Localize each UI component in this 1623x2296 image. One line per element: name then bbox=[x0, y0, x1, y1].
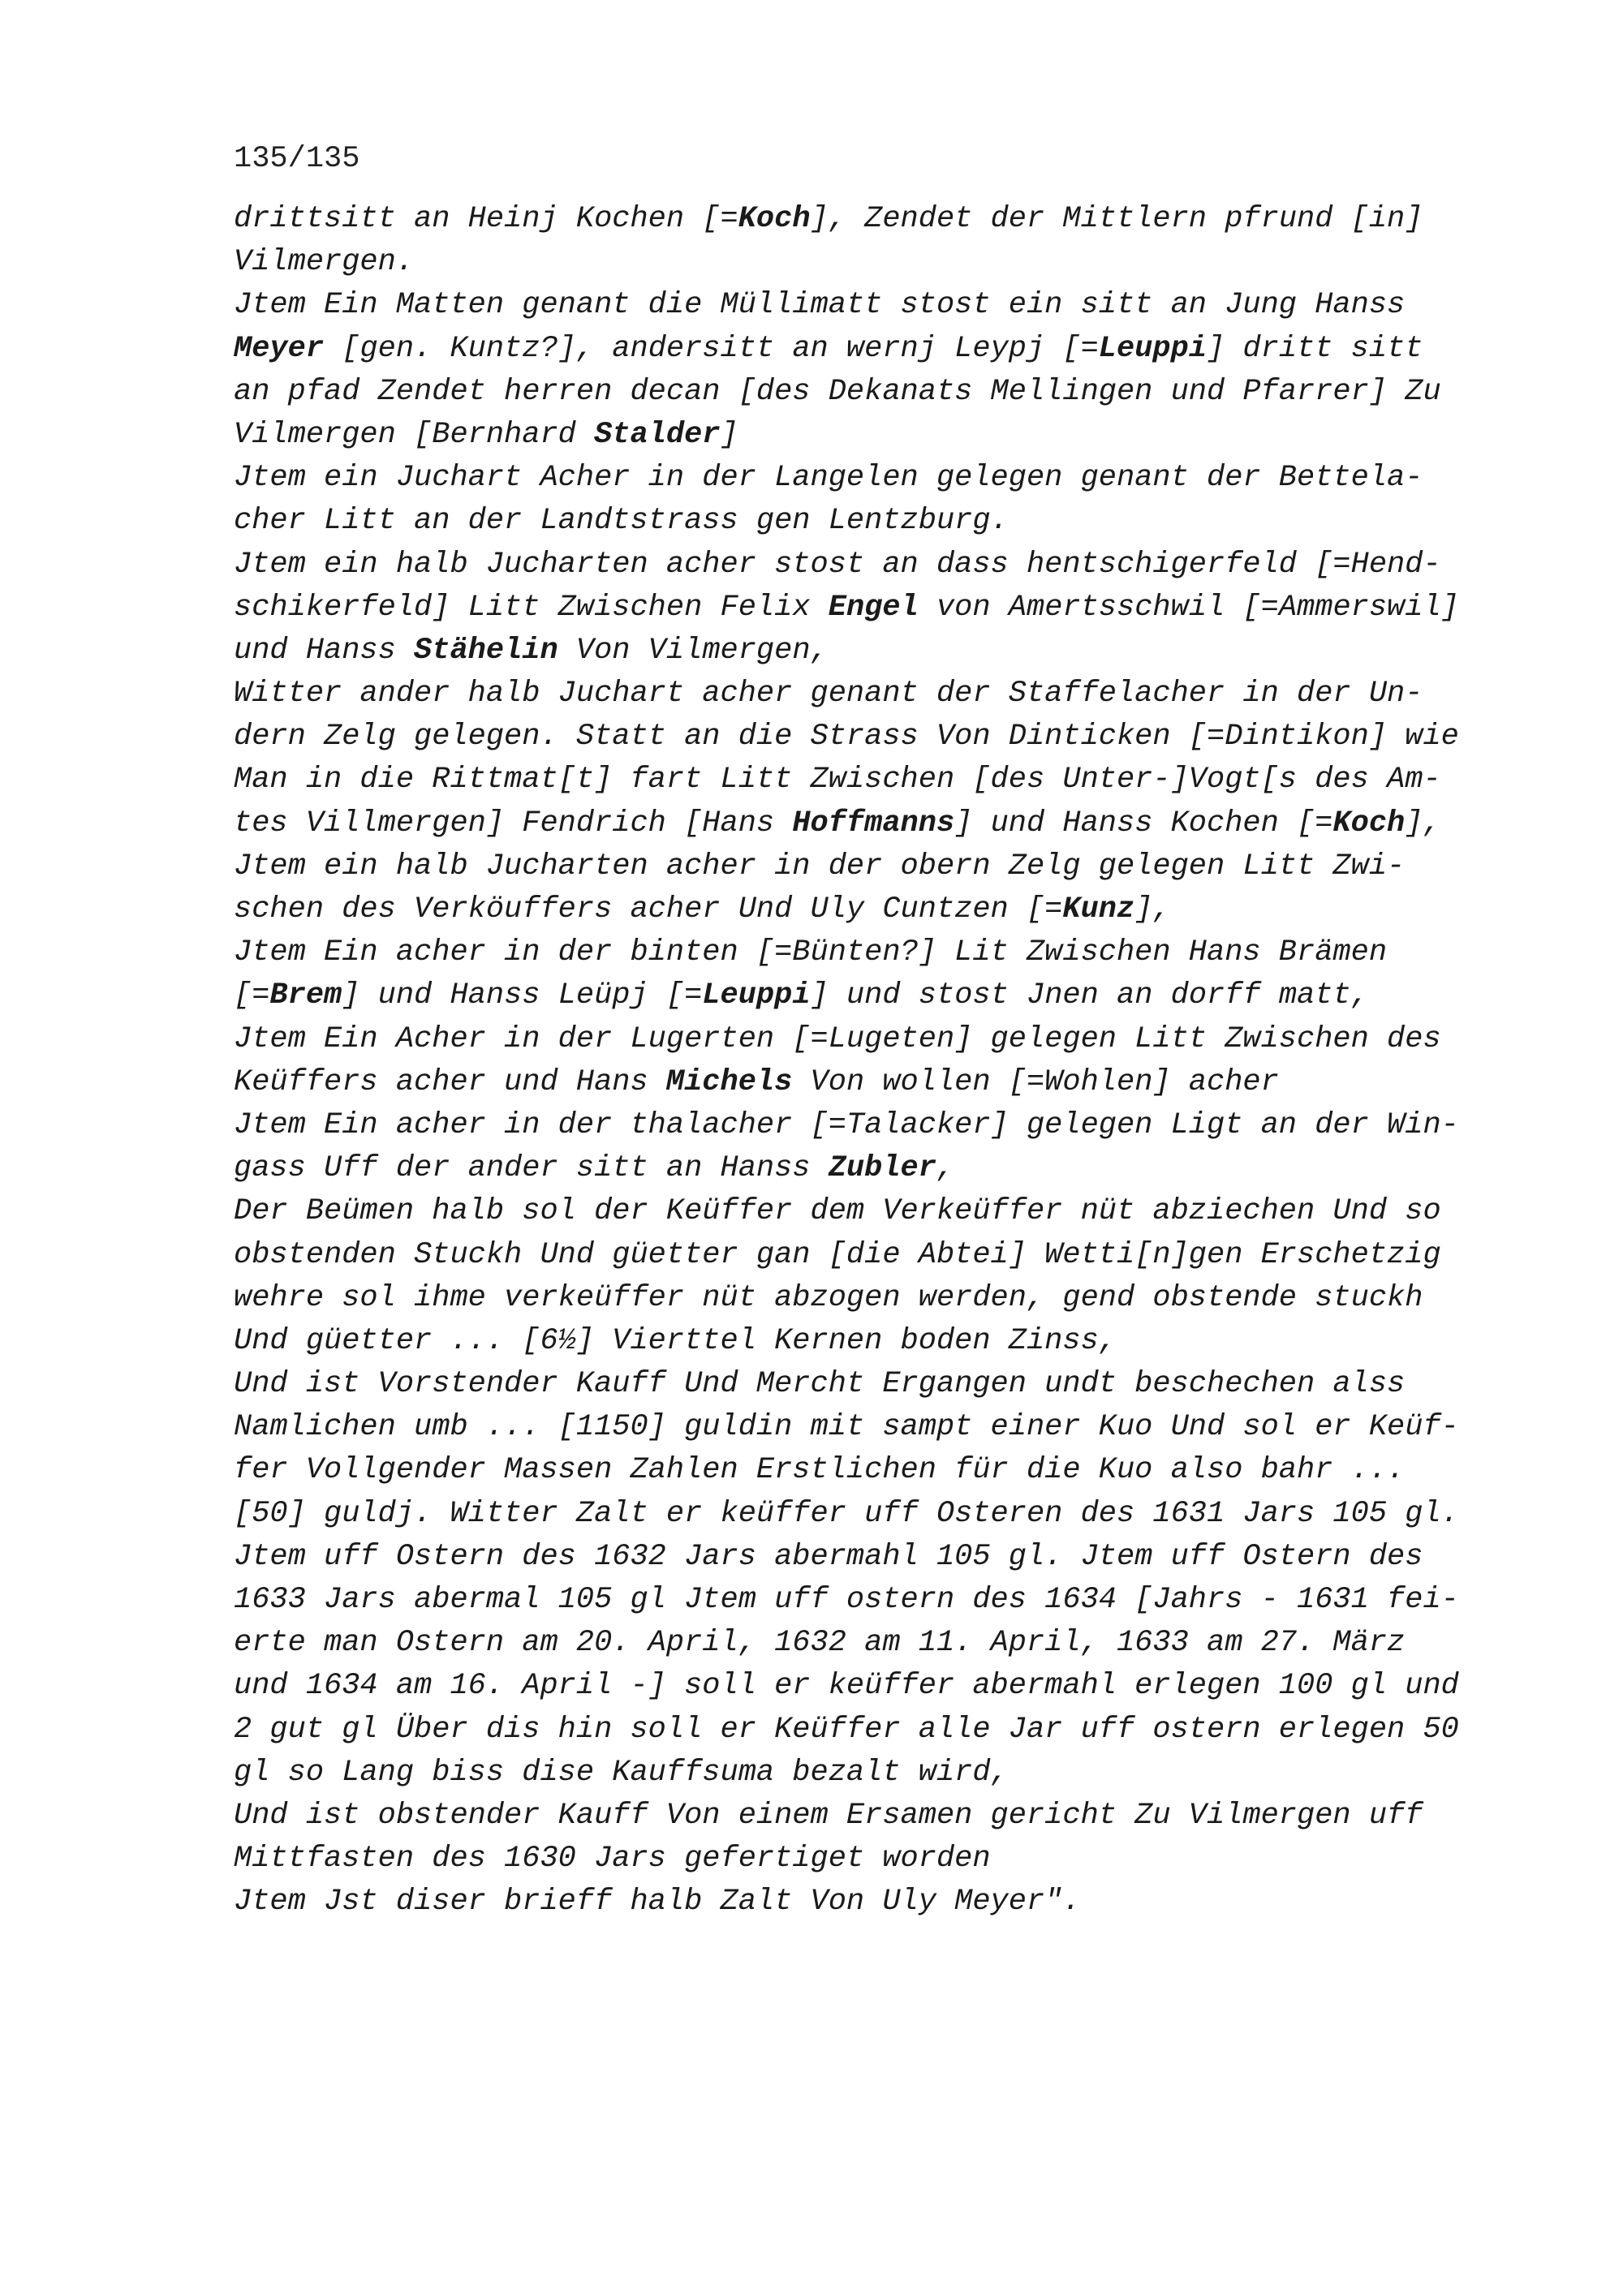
text-segment: dern Zelg gelegen. Statt an die Strass Von Dinticken [=Dintikon] wie bbox=[234, 720, 1459, 755]
text-line bbox=[234, 888, 1500, 931]
text-segment: erte man Ostern am 20. April, 1632 am 11. April, 1633 am 27. März bbox=[234, 1626, 1406, 1661]
text-segment: Und ist Vorstender Kauff Und Mercht Ergangen undt beschechen alss bbox=[234, 1367, 1406, 1402]
text-segment: an pfad Zendet herren decan [des Dekanats Mellingen und Pfarrer] Zu bbox=[234, 374, 1441, 409]
text-segment: Jtem Ein Acher in der Lugerten [=Lugeten] gelegen Litt Zwischen des bbox=[234, 1021, 1441, 1056]
text-line bbox=[234, 673, 1500, 716]
text-line bbox=[234, 500, 1500, 543]
text-segment: ] dritt sitt bbox=[1207, 331, 1423, 366]
text-segment: gl so Lang biss dise Kauffsuma bezalt wird, bbox=[234, 1755, 1009, 1790]
bold-name: Hoffmanns bbox=[792, 806, 955, 841]
text-line bbox=[234, 1881, 1500, 1924]
bold-name: Meyer bbox=[234, 331, 325, 366]
text-segment: cher Litt an der Landtstrass gen Lentzburg. bbox=[234, 504, 1009, 539]
bold-name: Leuppi bbox=[1098, 331, 1208, 366]
text-line bbox=[234, 974, 1500, 1017]
text-segment: Der Beümen halb sol der Keüffer dem Verkeüffer nüt abziechen Und so bbox=[234, 1194, 1441, 1229]
bold-name: Koch bbox=[738, 202, 811, 236]
text-line bbox=[234, 802, 1500, 845]
text-segment: ], Zendet der Mittlern pfrund [in] bbox=[810, 202, 1423, 236]
text-line bbox=[234, 1190, 1500, 1233]
text-line bbox=[234, 544, 1500, 587]
text-line bbox=[234, 1104, 1500, 1147]
text-segment: Von wollen [=Wohlen] acher bbox=[792, 1064, 1279, 1099]
bold-name: Koch bbox=[1332, 806, 1406, 841]
bold-name: Brem bbox=[269, 978, 342, 1013]
bold-name: Michels bbox=[665, 1064, 793, 1099]
text-segment: ], bbox=[1134, 892, 1171, 927]
text-line bbox=[234, 845, 1500, 888]
text-segment: [= bbox=[234, 978, 270, 1013]
text-segment: [50] guldj. Witter Zalt er keüffer uff Osteren des 1631 Jars 105 gl. bbox=[234, 1496, 1459, 1531]
text-segment: fer Vollgender Massen Zahlen Erstlichen für die Kuo also bahr ... bbox=[234, 1453, 1406, 1488]
bold-name: Stähelin bbox=[414, 633, 558, 668]
text-segment: Jtem ein Juchart Acher in der Langelen gelegen genant der Bettela- bbox=[234, 461, 1423, 496]
text-segment: drittsitt an Heinj Kochen [= bbox=[234, 202, 738, 236]
text-line bbox=[234, 1709, 1500, 1752]
bold-name: Leuppi bbox=[702, 978, 811, 1013]
text-segment: gass Uff der ander sitt an Hanss bbox=[234, 1151, 829, 1186]
text-line bbox=[234, 630, 1500, 673]
text-line bbox=[234, 1363, 1500, 1406]
text-line bbox=[234, 1234, 1500, 1277]
text-segment: Jtem Ein Matten genant die Müllimatt stost ein sitt an Jung Hanss bbox=[234, 288, 1406, 323]
text-line bbox=[234, 1536, 1500, 1579]
text-segment: tes Villmergen] Fendrich [Hans bbox=[234, 806, 793, 841]
text-line bbox=[234, 1018, 1500, 1061]
page-number: 135/135 bbox=[234, 142, 360, 176]
text-line bbox=[234, 1320, 1500, 1363]
text-line bbox=[234, 759, 1500, 802]
text-segment: Witter ander halb Juchart acher genant der Staffelacher in der Un- bbox=[234, 677, 1423, 712]
text-line bbox=[234, 1406, 1500, 1449]
text-line bbox=[234, 931, 1500, 974]
text-line bbox=[234, 198, 1500, 241]
text-segment: von Amertsschwil [=Ammerswil] bbox=[918, 590, 1459, 625]
text-segment: 1633 Jars abermal 105 gl Jtem uff ostern des 1634 [Jahrs - 1631 fei- bbox=[234, 1583, 1459, 1617]
document-body bbox=[234, 198, 1500, 1924]
text-segment: 2 gut gl Über dis hin soll er Keüffer alle Jar uff ostern erlegen 50 bbox=[234, 1712, 1459, 1747]
text-line bbox=[234, 371, 1500, 414]
text-line bbox=[234, 1795, 1500, 1838]
text-line bbox=[234, 1665, 1500, 1708]
text-line bbox=[234, 716, 1500, 759]
text-line bbox=[234, 1752, 1500, 1795]
text-segment: ], bbox=[1405, 806, 1441, 841]
text-segment: , bbox=[936, 1151, 955, 1186]
text-line bbox=[234, 1449, 1500, 1492]
text-segment: obstenden Stuckh Und güetter gan [die Abtei] Wetti[n]gen Erschetzig bbox=[234, 1237, 1441, 1272]
text-segment: Jtem uff Ostern des 1632 Jars abermahl 105 gl. Jtem uff Ostern des bbox=[234, 1539, 1423, 1574]
text-segment: Jtem Jst diser brieff halb Zalt Von Uly Meyer". bbox=[234, 1885, 1081, 1920]
text-segment: Und ist obstender Kauff Von einem Ersamen gericht Zu Vilmergen uff bbox=[234, 1798, 1423, 1833]
text-line bbox=[234, 1061, 1500, 1104]
text-segment: und 1634 am 16. April -] soll er keüffer abermahl erlegen 100 gl und bbox=[234, 1669, 1459, 1704]
text-segment: Vilmergen [Bernhard bbox=[234, 417, 595, 452]
text-line bbox=[234, 414, 1500, 457]
text-segment: ] und Hanss Kochen [= bbox=[954, 806, 1333, 841]
text-line bbox=[234, 1622, 1500, 1665]
text-segment: schen des Verköuffers acher Und Uly Cuntzen [= bbox=[234, 892, 1063, 927]
text-segment: Und güetter ... [6½] Vierttel Kernen boden Zinss, bbox=[234, 1323, 1117, 1358]
text-segment: ] und Hanss Leüpj [= bbox=[342, 978, 703, 1013]
text-line bbox=[234, 1838, 1500, 1881]
text-line bbox=[234, 328, 1500, 371]
text-segment: [gen. Kuntz?], andersitt an wernj Leypj [= bbox=[324, 331, 1099, 366]
text-line bbox=[234, 1493, 1500, 1536]
bold-name: Zubler bbox=[828, 1151, 936, 1186]
text-segment: Man in die Rittmat[t] fart Litt Zwischen [des Unter-]Vogt[s des Am- bbox=[234, 763, 1441, 798]
text-segment: Jtem ein halb Jucharten acher in der obern Zelg gelegen Litt Zwi- bbox=[234, 849, 1406, 884]
text-line bbox=[234, 1147, 1500, 1190]
text-line bbox=[234, 587, 1500, 630]
text-segment: Namlichen umb ... [1150] guldin mit sampt einer Kuo Und sol er Keüf- bbox=[234, 1410, 1459, 1445]
text-segment: Vilmergen. bbox=[234, 245, 415, 280]
bold-name: Kunz bbox=[1062, 892, 1135, 927]
text-line bbox=[234, 284, 1500, 327]
text-segment: wehre sol ihme verkeüffer nüt abzogen werden, gend obstende stuckh bbox=[234, 1280, 1423, 1315]
text-segment: Jtem Ein acher in der binten [=Bünten?] Lit Zwischen Hans Brämen bbox=[234, 935, 1388, 970]
text-segment: Jtem ein halb Jucharten acher stost an dass hentschigerfeld [=Hend- bbox=[234, 547, 1441, 582]
text-segment: schikerfeld] Litt Zwischen Felix bbox=[234, 590, 829, 625]
text-segment: Mittfasten des 1630 Jars gefertiget worden bbox=[234, 1842, 991, 1877]
text-segment: Keüffers acher und Hans bbox=[234, 1064, 666, 1099]
text-line bbox=[234, 241, 1500, 284]
bold-name: Stalder bbox=[594, 417, 721, 452]
text-segment: Jtem Ein acher in der thalacher [=Talacker] gelegen Ligt an der Win- bbox=[234, 1107, 1459, 1142]
text-line bbox=[234, 1579, 1500, 1622]
text-segment: und Hanss bbox=[234, 633, 415, 668]
text-segment: Von Vilmergen, bbox=[558, 633, 829, 668]
text-line bbox=[234, 1277, 1500, 1320]
text-segment: ] bbox=[720, 417, 738, 452]
text-segment: ] und stost Jnen an dorff matt, bbox=[810, 978, 1369, 1013]
text-line bbox=[234, 457, 1500, 500]
bold-name: Engel bbox=[828, 590, 919, 625]
